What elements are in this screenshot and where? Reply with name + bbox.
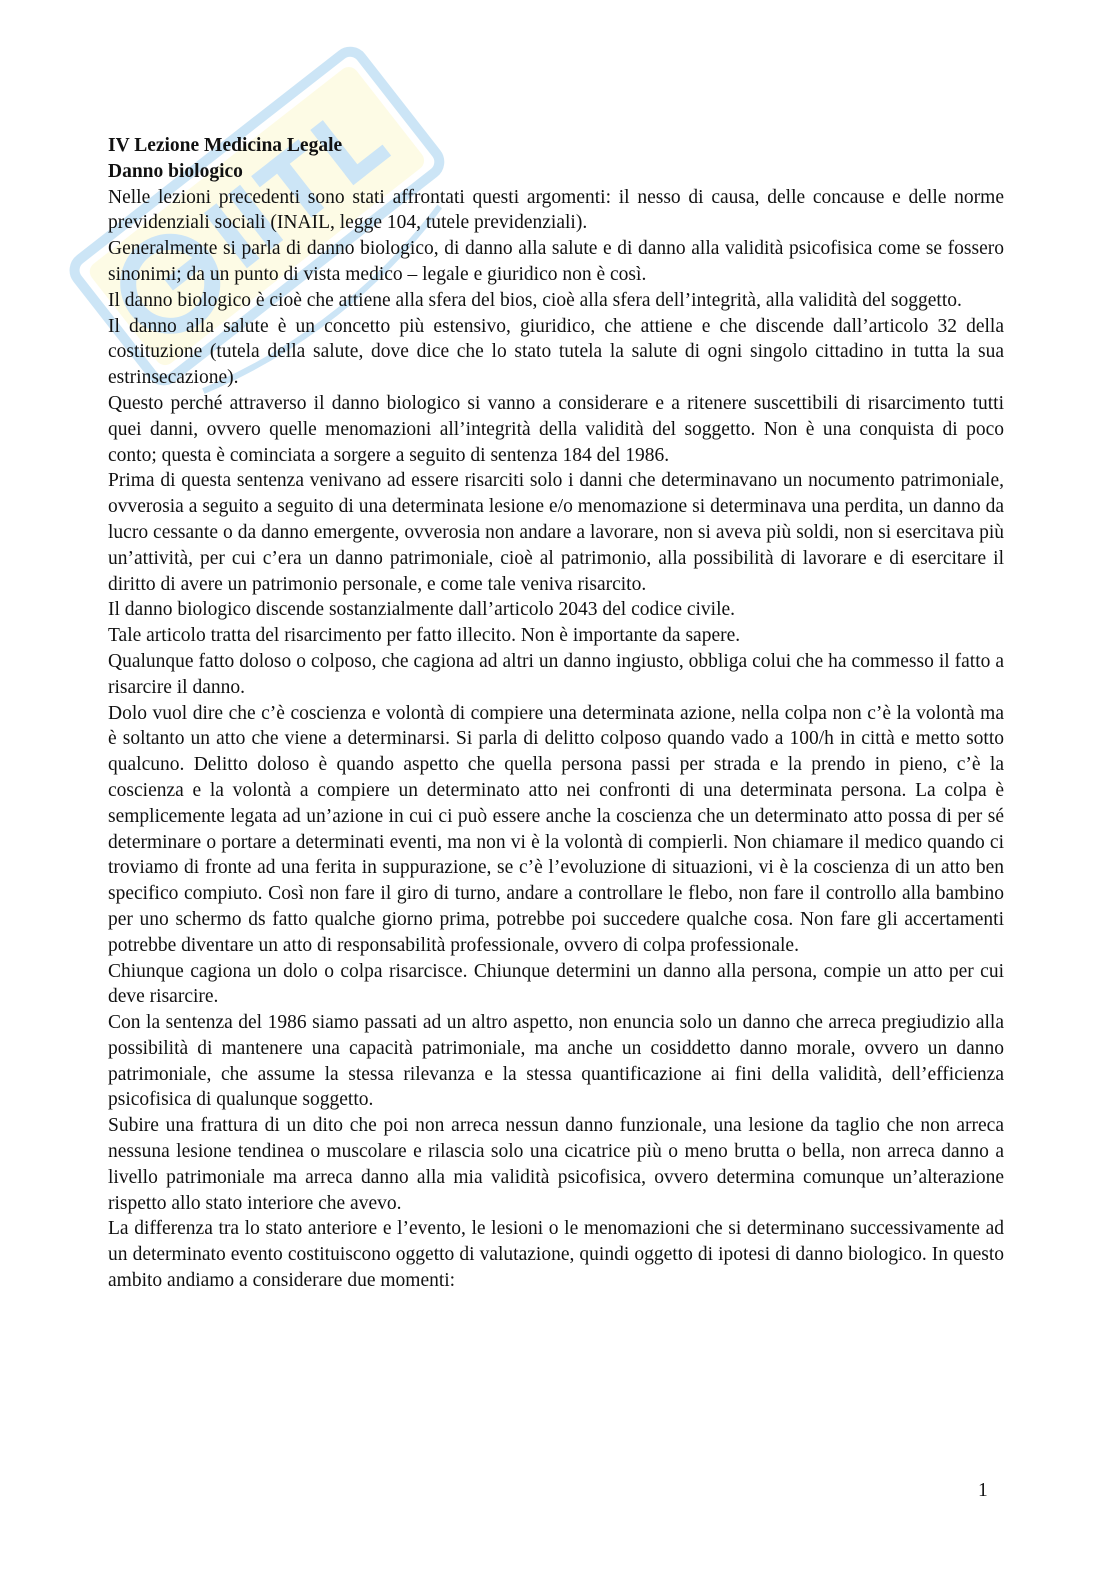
paragraph-5: Questo perché attraverso il danno biologico si vanno a considerare e a ritenere suscettibili di risarcimento tutti quei danni, ovvero quelle menomazioni all’integrità della validità del soggetto. Non è una conquista di poco conto; questa è cominciata a sorgere a seguito di sentenza 184 del 1986. — [108, 392, 1004, 466]
paragraph-1: Nelle lezioni precedenti sono stati affrontati questi argomenti: il nesso di causa, delle concause e delle norme previdenziali sociali (INAIL, legge 104, tutele previdenziali). — [108, 186, 1004, 234]
paragraph-12: Con la sentenza del 1986 siamo passati ad un altro aspetto, non enuncia solo un danno che arreca pregiudizio alla possibilità di mantenere una capacità patrimoniale, ma anche un cosiddetto danno morale, ovvero un danno patrimoniale, che assume la stessa rilevanza e la stessa quantificazione ai fini della validità, dell’efficienza psicofisica di qualunque soggetto. — [108, 1012, 1004, 1111]
paragraph-10: Dolo vuol dire che c’è coscienza e volontà di compiere una determinata azione, nella colpa non c’è la volontà ma è soltanto un atto che viene a determinarsi. Si parla di delitto colposo quando vado a 100/h in città e metto sotto qualcuno. Delitto doloso è quando aspetto che quella persona passi per strada e la prendo in pieno, c’è la coscienza e la volontà a compiere un determinato atto nei confronti di una determinata persona. La colpa è semplicemente legata ad un’azione in cui ci può essere anche la coscienza che un determinato atto possa di per sé determinare o portare a determinati eventi, ma non vi è la volontà di compierli. Non chiamare il medico quando ci troviamo di fronte ad una ferita in suppurazione, se c’è l’evoluzione di situazioni, vi è la coscienza di un atto ben specifico compiuto. Così non fare il giro di turno, andare a controllare le flebo, non fare il controllo alla bambino per uno schermo ds fatto qualche giorno prima, potrebbe poi succedere qualche cosa. Non fare gli accertamenti potrebbe diventare un atto di responsabilità professionale, ovvero di colpa professionale. — [108, 702, 1004, 956]
document-title: IV Lezione Medicina Legale — [108, 135, 343, 156]
paragraph-2: Generalmente si parla di danno biologico, di danno alla salute e di danno alla validità psicofisica come se fossero sinonimi; da un punto di vista medico – legale e giuridico non è così. — [108, 238, 1004, 285]
paragraph-4: Il danno alla salute è un concetto più estensivo, giuridico, che attiene e che discende dall’articolo 32 della costituzione (tutela della salute, dove dice che lo stato tutela la salute di ogni singolo cittadino in tutta la sua estrinsecazione). — [108, 315, 1004, 389]
paragraph-8: Tale articolo tratta del risarcimento per fatto illecito. Non è importante da sapere. — [108, 625, 741, 647]
paragraph-13: Subire una frattura di un dito che poi non arreca nessun danno funzionale, una lesione da taglio che non arreca nessuna lesione tendinea o muscolare e rilascia solo una cicatrice più o meno brutta o bella, non arreca danno a livello patrimoniale ma arreca danno alla mia validità psicofisica, ovvero determina comunque un’alterazione rispetto allo stato interiore che avevo. — [108, 1115, 1004, 1214]
paragraph-3: Il danno biologico è cioè che attiene alla sfera del bios, cioè alla sfera dell’integrità, alla validità del soggetto. — [108, 289, 962, 311]
paragraph-7: Il danno biologico discende sostanzialmente dall’articolo 2043 del codice civile. — [108, 599, 736, 621]
document-body — [108, 133, 1004, 1294]
paragraph-14: La differenza tra lo stato anteriore e l’evento, le lesioni o le menomazioni che si determinano successivamente ad un determinato evento costituiscono oggetto di valutazione, quindi oggetto di ipotesi di danno biologico. In questo ambito andiamo a considerare due momenti: — [108, 1218, 1004, 1292]
paragraph-9: Qualunque fatto doloso o colposo, che cagiona ad altri un danno ingiusto, obbliga colui che ha commesso il fatto a risarcire il danno. — [108, 650, 1004, 698]
page-number: 1 — [978, 1480, 988, 1501]
paragraph-11: Chiunque cagiona un dolo o colpa risarcisce. Chiunque determini un danno alla persona, compie un atto per cui deve risarcire. — [108, 960, 1004, 1008]
paragraph-6: Prima di questa sentenza venivano ad essere risarciti solo i danni che determinavano un nocumento patrimoniale, ovverosia a seguito a seguito di una determinata lesione e/o menomazione si determinava una perdita, un danno da lucro cessante o da danno emergente, ovverosia non andare a lavorare, non si aveva più soldi, non si esercitava più un’attività, per cui c’era un danno patrimoniale, cioè al patrimonio, alla possibilità di lavorare e di esercitare il diritto di avere un patrimonio personale, e come tale veniva risarcito. — [108, 470, 1004, 595]
section-heading: Danno biologico — [108, 160, 243, 182]
